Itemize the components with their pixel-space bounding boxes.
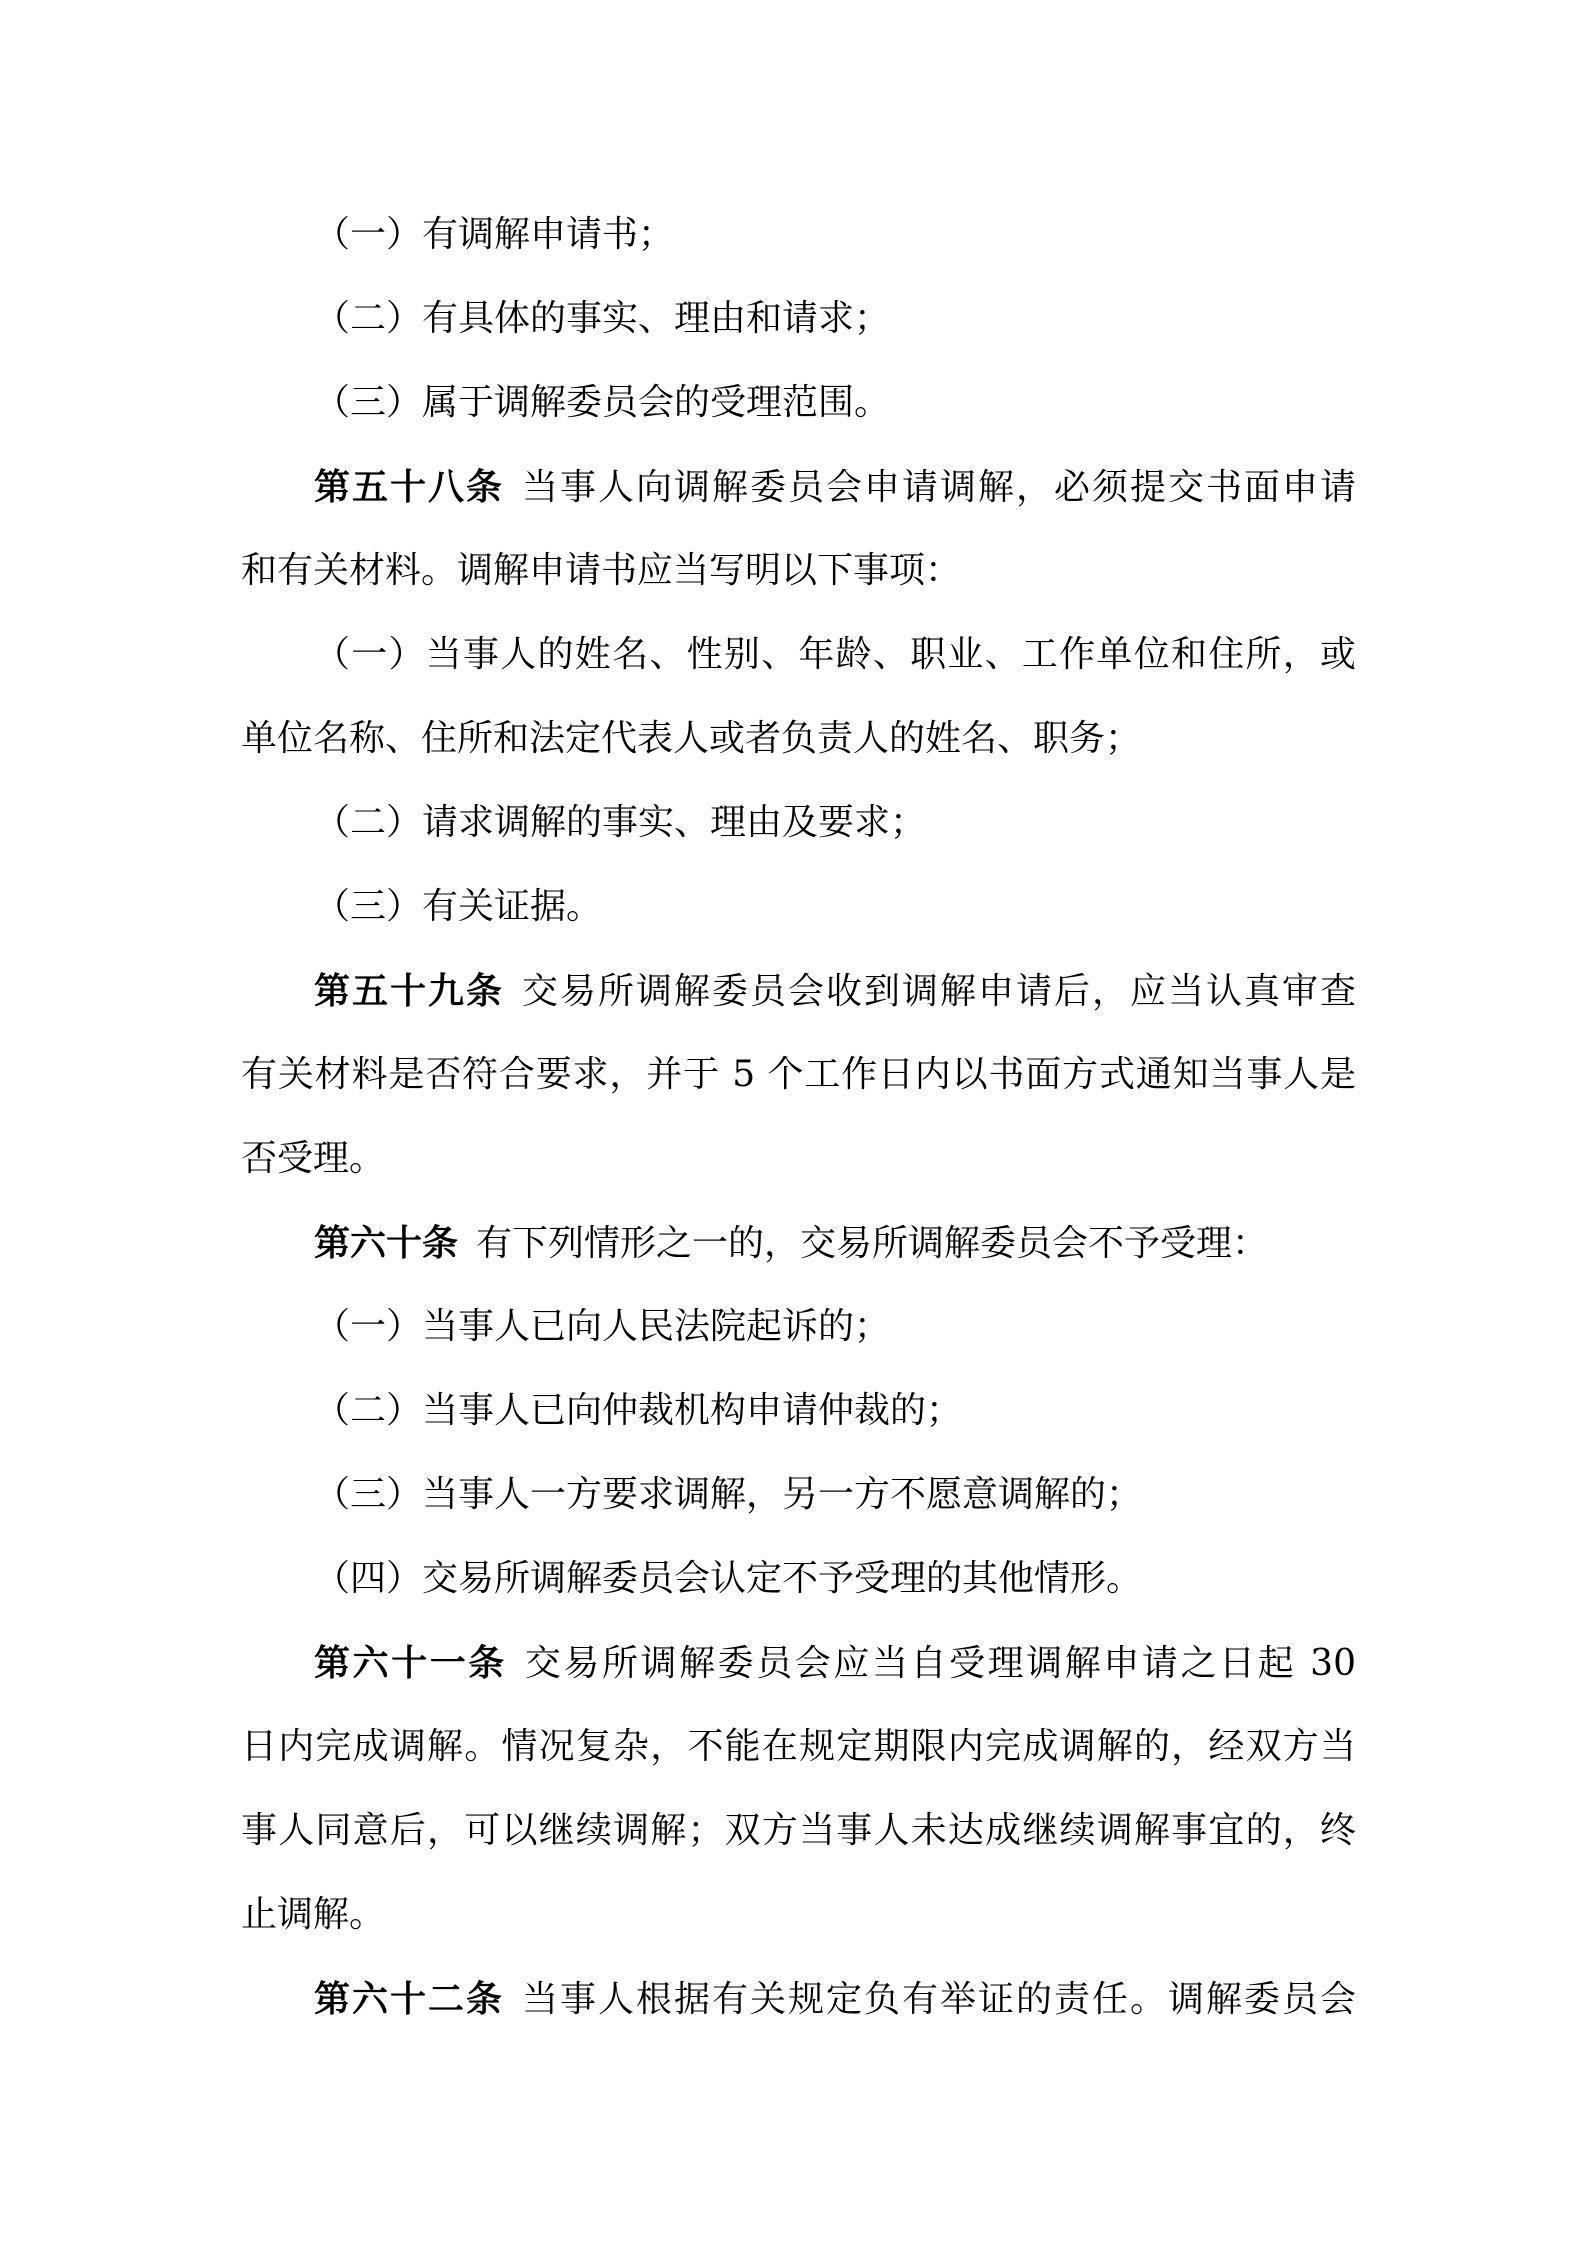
- article-59-line: 否受理。: [241, 1138, 386, 1179]
- article-58-heading: 第五十八条: [314, 466, 504, 508]
- article-61-line: 止调解。: [241, 1894, 386, 1935]
- list-item: （三）属于调解委员会的受理范围。: [314, 382, 891, 423]
- article-59-line: 有关材料是否符合要求，并于 5 个工作日内以书面方式通知当事人是: [241, 1054, 1356, 1095]
- article-60-first-line: [314, 1218, 1356, 1268]
- list-item: （二）有具体的事实、理由和请求；: [314, 298, 891, 339]
- article-62-heading: 第六十二条: [314, 1978, 504, 2020]
- list-item: （四）交易所调解委员会认定不予受理的其他情形。: [314, 1558, 1143, 1599]
- article-58-first-line: [314, 462, 1356, 512]
- article-61-line: 日内完成调解。情况复杂，不能在规定期限内完成调解的，经双方当: [241, 1726, 1356, 1767]
- article-61-first-line: [314, 1638, 1356, 1688]
- article-61-heading: 第六十一条: [314, 1642, 507, 1684]
- article-60-text: 有下列情形之一的，交易所调解委员会不予受理：: [476, 1223, 1269, 1264]
- article-61-line: 事人同意后，可以继续调解；双方当事人未达成继续调解事宜的，终: [241, 1810, 1356, 1851]
- article-58-text: 当事人向调解委员会申请调解，必须提交书面申请: [522, 467, 1356, 508]
- list-item: （二）当事人已向仲裁机构申请仲裁的；: [314, 1390, 963, 1431]
- list-item: （二）请求调解的事实、理由及要求；: [314, 802, 927, 843]
- article-62-first-line: [314, 1974, 1356, 2024]
- article-62-text: 当事人根据有关规定负有举证的责任。调解委员会: [522, 1979, 1356, 2020]
- list-item: （一）有调解申请书；: [314, 214, 675, 255]
- list-item: （三）当事人一方要求调解，另一方不愿意调解的；: [314, 1474, 1143, 1515]
- list-item-continuation: 单位名称、住所和法定代表人或者负责人的姓名、职务；: [241, 718, 1142, 759]
- article-59-heading: 第五十九条: [314, 970, 504, 1012]
- article-61-text: 交易所调解委员会应当自受理调解申请之日起 30: [524, 1643, 1356, 1684]
- article-59-first-line: [314, 966, 1356, 1016]
- article-59-text: 交易所调解委员会收到调解申请后，应当认真审查: [522, 971, 1356, 1012]
- list-item: （一）当事人的姓名、性别、年龄、职业、工作单位和住所，或: [314, 634, 1356, 675]
- article-60-heading: 第六十条: [314, 1222, 459, 1264]
- list-item: （三）有关证据。: [314, 886, 603, 927]
- list-item: （一）当事人已向人民法院起诉的；: [314, 1306, 891, 1347]
- article-58-line: 和有关材料。调解申请书应当写明以下事项：: [241, 550, 962, 591]
